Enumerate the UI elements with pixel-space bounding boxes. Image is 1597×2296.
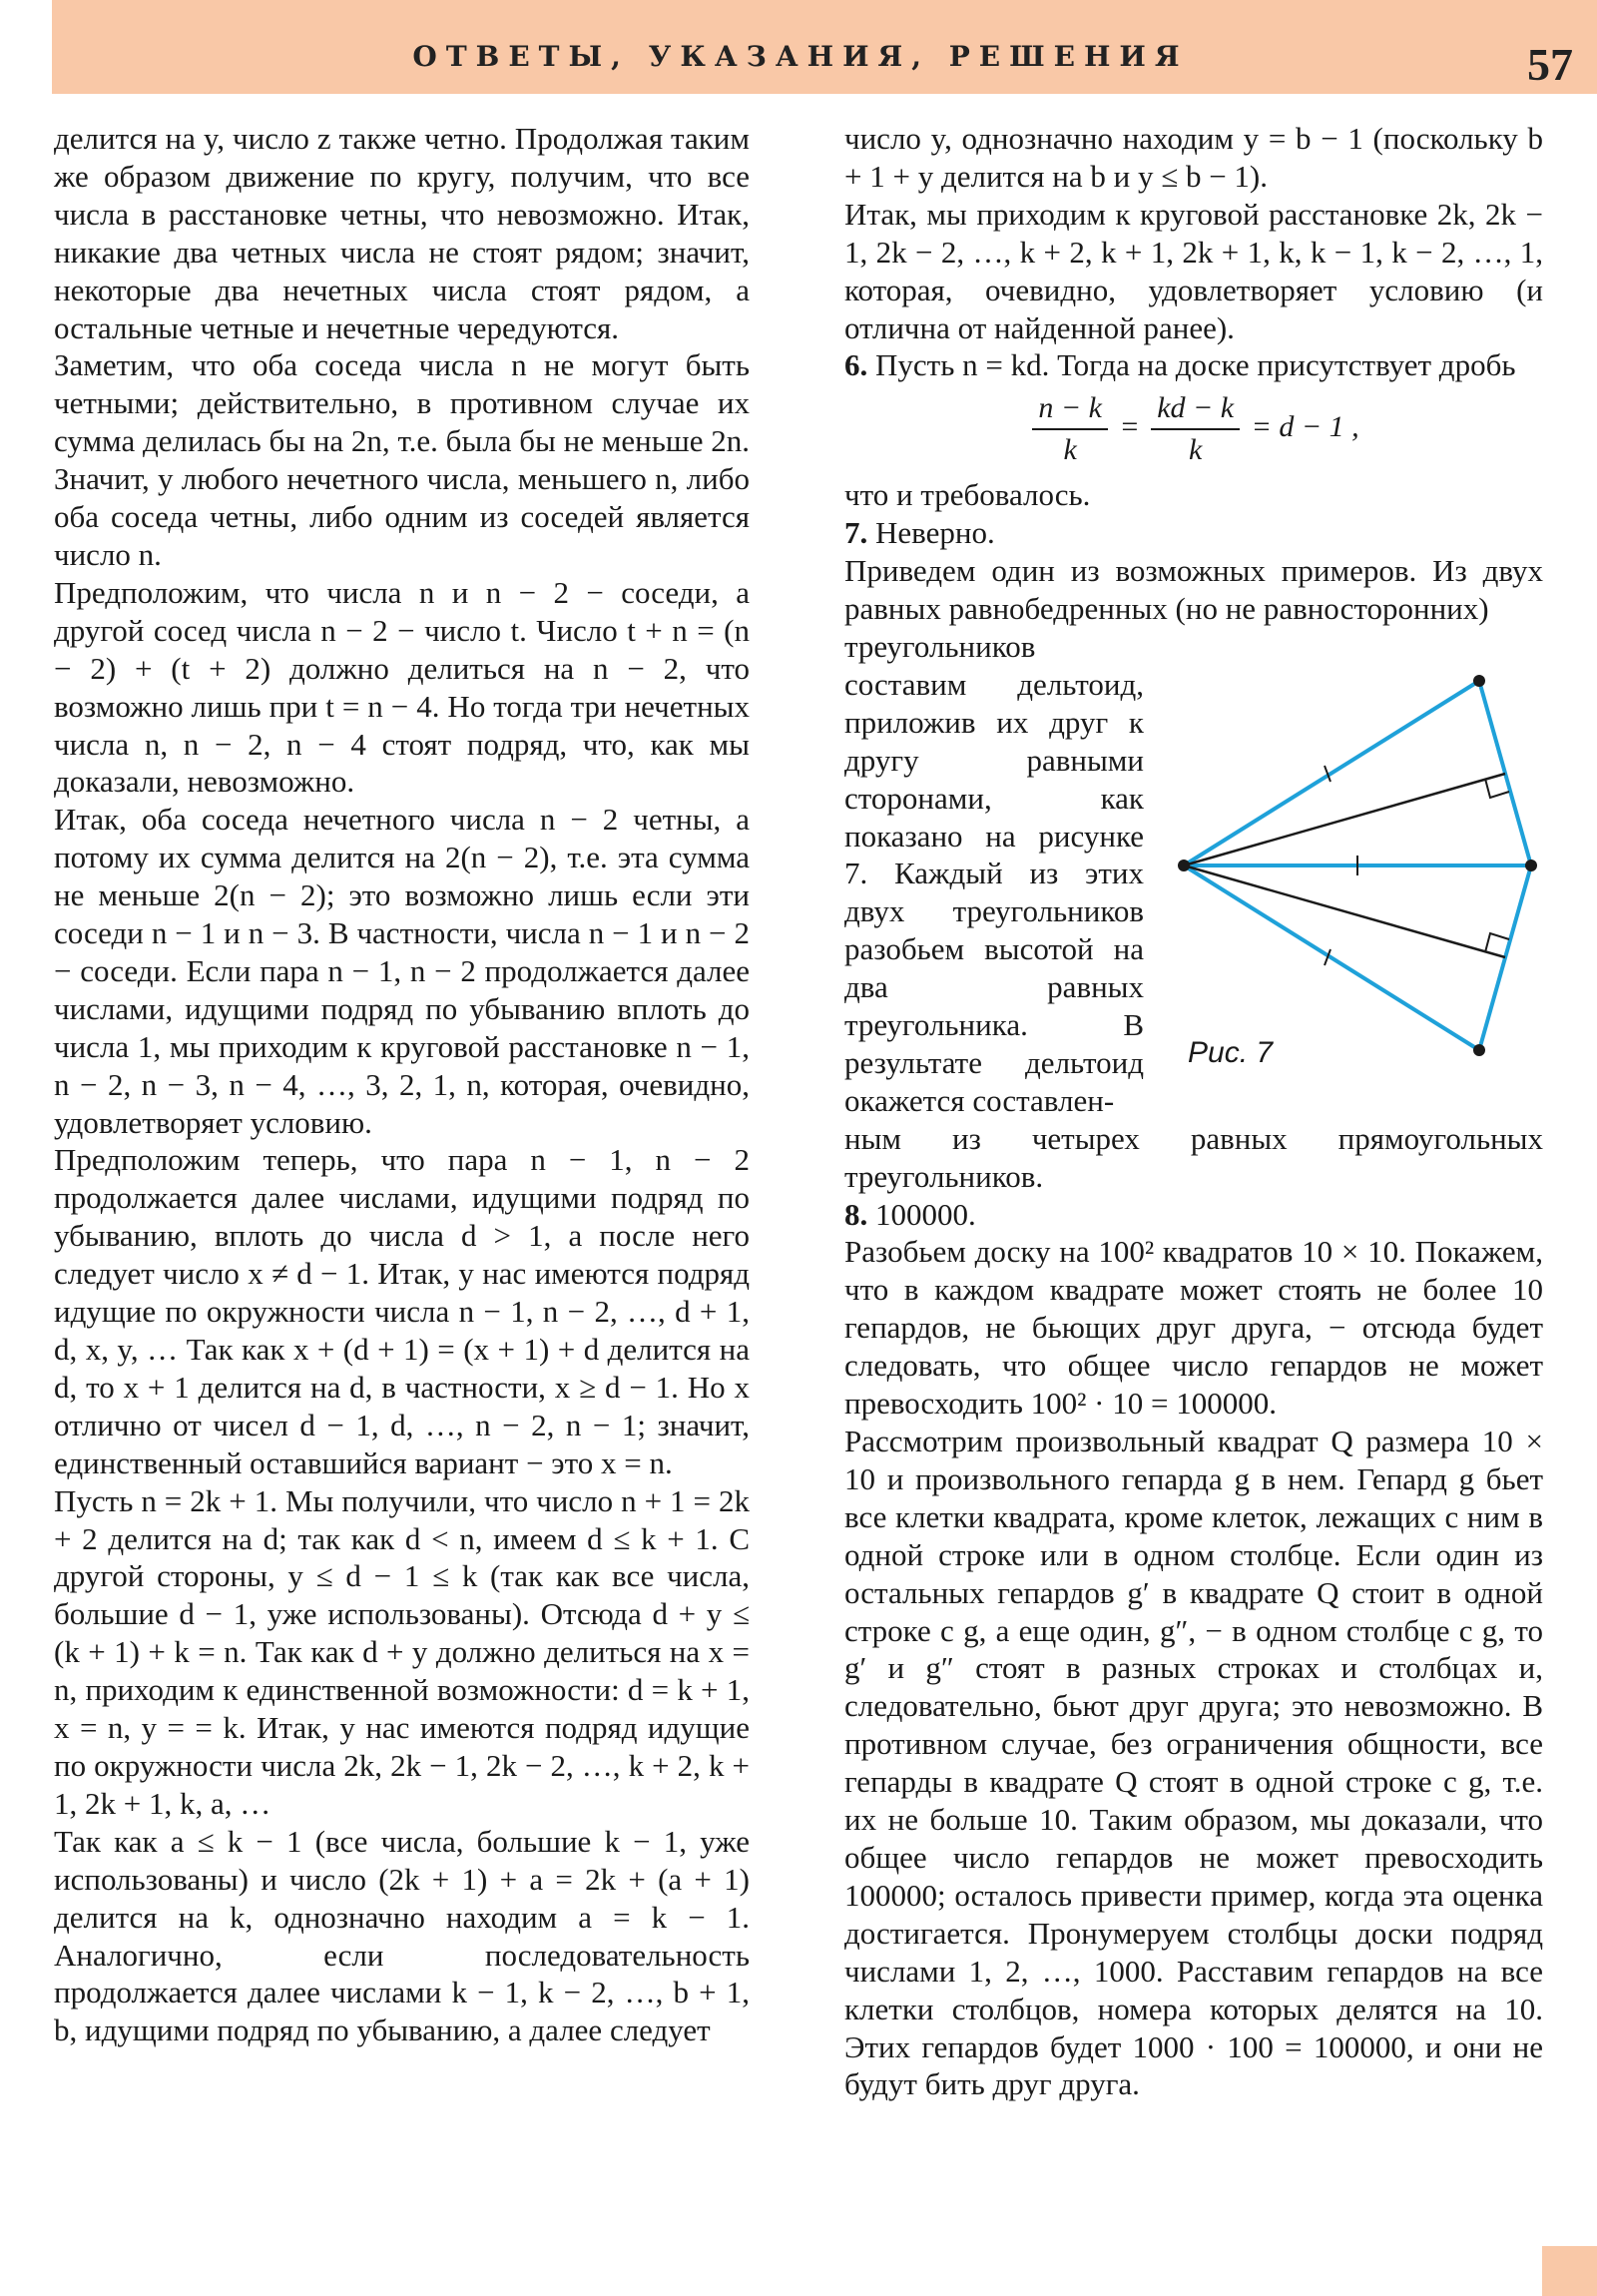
- page-number: 57: [1527, 39, 1573, 90]
- paragraph: Итак, оба соседа нечетного числа n − 2 четны, а потому их сумма делится на 2(n − 2), т.е. эта сумма не меньше 2(n − 2); это возможно лишь если эти соседи n − 1 и n − 3. В частности, числа n − 1 и n − 2 − соседи. Если пара n − 1, n − 2 продолжается далее числами, идущими подряд по убыванию вплоть до числа 1, мы приходим к круговой расстановке n − 1, n − 2, n − 3, n − 4, …, 3, 2, 1, n, которая, очевидно, удовлетворяет условию.: [54, 802, 750, 1140]
- paragraph: Так как a ≤ k − 1 (все числа, большие k − 1, уже использованы) и число (2k + 1) + a = 2k + (a + 1) делится на k, однозначно находим a = k − 1. Аналогично, если последовательность продолжается далее числами k − 1, k − 2, …, b + 1, b, идущими подряд по убыванию, а далее следует: [54, 1823, 750, 2048]
- paragraph-beside-figure: треугольников составим дельтоид, приложив их друг к другу равными сторонами, как показано на рисунке 7. Каждый из этих двух треугольников разобьем высотой на два равных треугольника. В результате дельтоид окажется составлен-: [844, 628, 1144, 1118]
- problem-number: 6.: [844, 347, 868, 383]
- altitude-top: [1184, 774, 1505, 865]
- paragraph: Предположим теперь, что пара n − 1, n − 2 продолжается далее числами, идущими подряд по убыванию, вплоть до числа d > 1, а после него следует число x ≠ d − 1. Итак, у нас имеются подряд идущие по окружности числа n − 1, n − 2, …, d + 1, d, x, y, … Так как x + (d + 1) = (x + 1) + d делится на d, то x + 1 делится на d, в частности, x ≥ d − 1. Но x отлично от чисел d − 1, d, …, n − 2, n − 1; значит, единственный оставшийся вариант − это x = n.: [54, 1142, 750, 1480]
- paragraph: Заметим, что оба соседа числа n не могут быть четными; действительно, в противном случае их сумма делилась бы на 2n, т.е. была бы не меньше 2n. Значит, у любого нечетного числа, меньшего n, либо оба соседа четны, либо одним из соседей является число n.: [54, 347, 750, 572]
- section-title: ОТВЕТЫ, УКАЗАНИЯ, РЕШЕНИЯ: [412, 40, 1189, 73]
- paragraph: Предположим, что числа n и n − 2 − соседи, а другой сосед числа n − 2 − число t. Число t + n = (n − 2) + (t + 2) должно делиться на n − 2, что возможно лишь при t = n − 4. Но тогда три нечетных числа n, n − 2, n − 4 стоят подряд, что, как мы доказали, невозможно.: [54, 574, 750, 800]
- problem-number: 8.: [844, 1196, 868, 1232]
- right-column: [844, 120, 1543, 2103]
- fraction-formula: [844, 388, 1543, 470]
- paragraph: число y, однозначно находим y = b − 1 (поскольку b + 1 + y делится на b и y ≤ b − 1).: [844, 121, 1543, 194]
- problem-number: 7.: [844, 515, 868, 551]
- deltoid-figure: [1168, 671, 1557, 1070]
- paragraph: Разобьем доску на 100² квадратов 10 × 10. Покажем, что в каждом квадрате может стоять не более 10 гепардов, не бьющих друг друга, − отсюда будет следовать, что общее число гепардов не может превосходить 100² · 10 = 100000.: [844, 1234, 1543, 1422]
- altitude-bottom: [1184, 865, 1505, 957]
- edge-bottom: [1184, 865, 1479, 1050]
- paragraph: ным из четырех равных прямоугольных треугольников.: [844, 1120, 1543, 1194]
- formula-rest: = d − 1 ,: [1251, 410, 1359, 444]
- edge-bottom-right: [1479, 865, 1531, 1050]
- vertex-left: [1178, 860, 1190, 871]
- paragraph-text: 100000.: [875, 1196, 976, 1232]
- paragraph: делится на y, число z также четно. Продолжая таким же образом движение по кругу, получим, что все числа в расстановке четны, что невозможно. Итак, никакие два четных числа не стоят рядом; значит, некоторые два нечетных числа стоят рядом, а остальные четные и нечетные чередуются.: [54, 121, 750, 345]
- vertex-right: [1525, 860, 1537, 871]
- numerator: kd − k: [1151, 388, 1240, 430]
- vertex-bottom: [1473, 1044, 1485, 1056]
- paragraph: Пусть n = 2k + 1. Мы получили, что число n + 1 = 2k + 2 делится на d; так как d < n, имеем d ≤ k + 1. С другой стороны, y ≤ d − 1 ≤ k (так как все числа, большие d − 1, уже использованы). Отсюда d + y ≤ (k + 1) + k = n. Так как d + y должно делиться на x = n, приходим к единственной возможности: d = k + 1, x = n, y = = k. Итак, у нас имеются подряд идущие по окружности числа 2k, 2k − 1, 2k − 2, …, k + 2, k + 1, 2k + 1, k, a, …: [54, 1482, 750, 1821]
- paragraph: [844, 514, 1543, 552]
- equals-sign: =: [1119, 410, 1140, 444]
- paragraph: Рассмотрим произвольный квадрат Q размера 10 × 10 и произвольного гепарда g в нем. Гепард g бьет все клетки квадрата, кроме клеток, лежащих с ним в одной строке или в одном столбце. Если один из остальных гепардов g′ в квадрате Q стоит в одной строке с g, а еще один, g″, − в одном столбце с g, то g′ и g″ стоят в разных строках и столбцах и, следовательно, бьют друг друга; это невозможно. В противном случае, без ограничения общности, все гепарды в квадрате Q стоят в одной строке с g, т.е. их не больше 10. Таким образом, мы доказали, что общее число гепардов не может превосходить 100000; осталось привести пример, когда эта оценка достигается. Пронумеруем столбцы доски подряд числами 1, 2, …, 1000. Расставим гепардов на все клетки столбцов, номера которых делятся на 10. Этих гепардов будет 1000 · 100 = 100000, и они не будут бить друг друга.: [844, 1424, 1543, 2102]
- paragraph-text: Неверно.: [875, 515, 995, 551]
- left-column: [54, 120, 750, 2049]
- fraction: [1151, 388, 1240, 470]
- paragraph: Итак, мы приходим к круговой расстановке 2k, 2k − 1, 2k − 2, …, k + 2, k + 1, 2k + 1, k, k − 1, k − 2, …, 1, которая, очевидно, удовлетворяет условию (и отлична от найденной ранее).: [844, 196, 1543, 345]
- figure-caption: Рис. 7: [1188, 1036, 1274, 1069]
- page-header: [52, 0, 1597, 94]
- edge-top-right: [1479, 681, 1531, 865]
- numerator: n − k: [1032, 388, 1108, 430]
- vertex-top: [1473, 675, 1485, 687]
- paragraph: что и требовалось.: [844, 477, 1091, 513]
- denominator: k: [1063, 433, 1077, 467]
- paragraph-text: Пусть n = kd. Тогда на доске присутствует дробь: [875, 347, 1516, 383]
- paragraph: [844, 1196, 1543, 1234]
- edge-top: [1184, 681, 1479, 865]
- paragraph: Приведем один из возможных примеров. Из двух равных равнобедренных (но не равносторонних): [844, 553, 1543, 627]
- fraction: [1032, 388, 1108, 470]
- paragraph: [844, 346, 1543, 384]
- denominator: k: [1188, 433, 1203, 467]
- page-edge-tab: [1542, 2246, 1597, 2296]
